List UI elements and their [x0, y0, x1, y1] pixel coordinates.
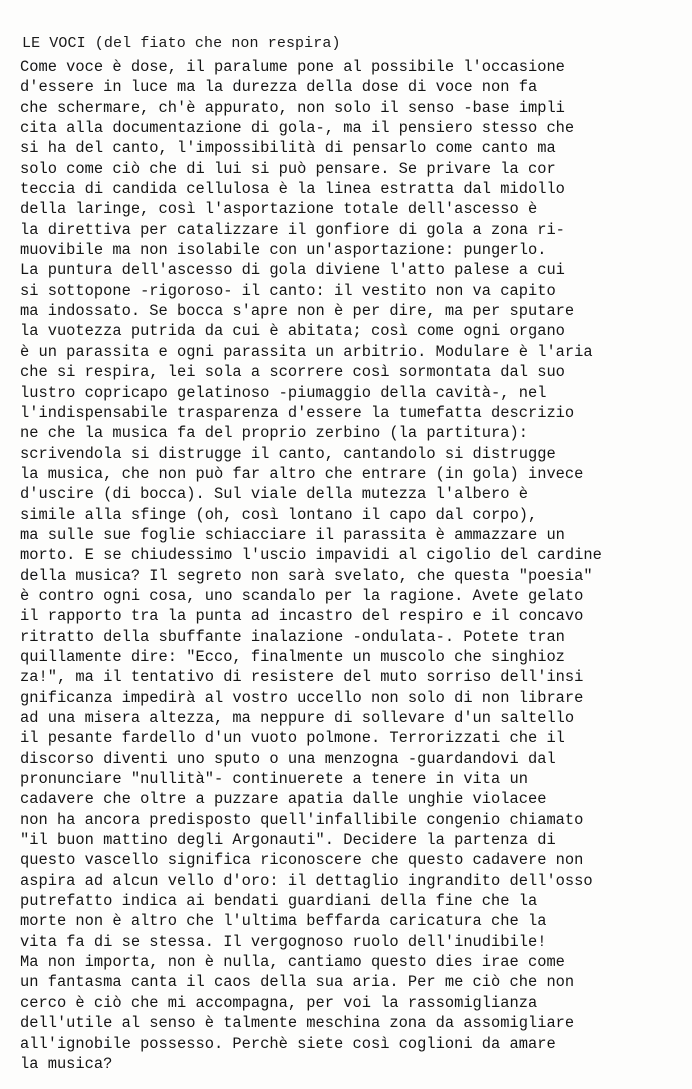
text-line: della laringe, così l'asportazione totale dell'ascesso è [20, 200, 538, 219]
text-line: la direttiva per catalizzare il gonfiore di gola a zona ri- [20, 220, 565, 239]
text-line: che schermare, ch'è appurato, non solo il senso -base impli [20, 98, 565, 117]
text-line: il rapporto tra la punta ad incastro del respiro e il concavo [20, 607, 584, 626]
text-line: l'indispensabile trasparenza d'essere la tumefatta descrizio [20, 403, 575, 422]
text-line: quillamente dire: "Ecco, finalmente un muscolo che singhioz [20, 647, 565, 666]
text-line: aspira ad alcun vello d'oro: il dettaglio ingrandito dell'osso [20, 871, 593, 890]
text-line: vita fa di se stessa. Il vergognoso ruolo dell'inudibile! [20, 932, 547, 951]
text-line: d'essere in luce ma la durezza della dose di voce non fa [20, 78, 538, 97]
text-line: non ha ancora predisposto quell'infallibile congenio chiamato [20, 810, 584, 829]
text-line: è contro ogni cosa, uno scandalo per la ragione. Avete gelato [20, 586, 584, 605]
text-line: ritratto della sbuffante inalazione -ondulata-. Potete tran [20, 627, 565, 646]
text-line: putrefatto indica ai bendati guardiani della fine che la [20, 892, 538, 911]
text-line: discorso diventi uno sputo o una menzogna -guardandovi dal [20, 749, 556, 768]
text-line: si sottopone -rigoroso- il canto: il vestito non va capito [20, 281, 556, 300]
text-line: La puntura dell'ascesso di gola diviene l'atto palese a cui [20, 261, 565, 280]
text-line: morte non è altro che l'ultima beffarda caricatura che la [20, 912, 547, 931]
text-line: all'ignobile possesso. Perchè siete così coglioni da amare [20, 1034, 556, 1053]
text-line: solo come ciò che di lui si può pensare. Se privare la cor [20, 159, 556, 178]
text-line: della musica? Il segreto non sarà svelato, che questa "poesia" [20, 566, 593, 585]
text-line: gnificanza impedirà al vostro uccello non solo di non librare [20, 688, 584, 707]
text-line: "il buon mattino degli Argonauti". Decidere la partenza di [20, 831, 556, 850]
text-line: Come voce è dose, il paralume pone al possibile l'occasione [20, 58, 565, 76]
text-line: ma indossato. Se bocca s'apre non è per dire, ma per sputare [20, 302, 575, 321]
text-line: si ha del canto, l'impossibilità di pensarlo come canto ma [20, 139, 556, 158]
text-line: za!", ma il tentativo di resistere del muto sorriso dell'insi [20, 668, 584, 687]
text-line: il pesante fardello d'un vuoto polmone. Terrorizzati che il [20, 729, 565, 748]
text-line: teccia di candida cellulosa è la linea estratta dal midollo [20, 180, 565, 199]
text-line: muovibile ma non isolabile con un'asportazione: pungerlo. [20, 241, 547, 260]
text-line: cita alla documentazione di gola-, ma il pensiero stesso che [20, 119, 575, 138]
text-line: cerco è ciò che mi accompagna, per voi la rassomiglianza [20, 993, 538, 1012]
text-line: morto. E se chiudessimo l'uscio impavidi al cigolio del cardine [20, 546, 602, 565]
text-line: ne che la musica fa del proprio zerbino (la partitura): [20, 424, 528, 443]
text-line: cadavere che oltre a puzzare apatia dalle unghie violacee [20, 790, 547, 809]
text-line: pronunciare "nullità"- continuerete a tenere in vita un [20, 770, 528, 789]
text-line: la musica? [20, 1054, 113, 1073]
text-line: d'uscire (di bocca). Sul viale della mutezza l'albero è [20, 485, 528, 504]
text-line: scrivendola si distrugge il canto, cantandolo si distrugge [20, 444, 556, 463]
page-title: LE VOCI (del fiato che non respira) [22, 35, 341, 52]
typewritten-body [20, 57, 680, 1074]
text-line: è un parassita e ogni parassita un arbitrio. Modulare è l'aria [20, 342, 593, 361]
text-line: simile alla sfinge (oh, così lontano il capo dal corpo), [20, 505, 538, 524]
text-line: ad una misera altezza, ma neppure di sollevare d'un saltello [20, 709, 575, 727]
text-line: la vuotezza putrida da cui è abitata; così come ogni organo [20, 322, 565, 341]
text-line: la musica, che non può far altro che entrare (in gola) invece [20, 464, 584, 483]
text-line: questo vascello significa riconoscere che questo cadavere non [20, 851, 584, 870]
text-line: ma sulle sue foglie schiacciare il parassita è ammazzare un [20, 525, 565, 544]
text-line: Ma non importa, non è nulla, cantiamo questo dies irae come [20, 953, 565, 972]
text-line: un fantasma canta il caos della sua aria. Per me ciò che non [20, 973, 575, 992]
text-line: dell'utile al senso è talmente meschina zona da assomigliare [20, 1014, 575, 1033]
text-line: lustro copricapo gelatinoso -piumaggio della cavità-, nel [20, 383, 547, 402]
text-line: che si respira, lei sola a scorrere così sormontata dal suo [20, 363, 565, 382]
